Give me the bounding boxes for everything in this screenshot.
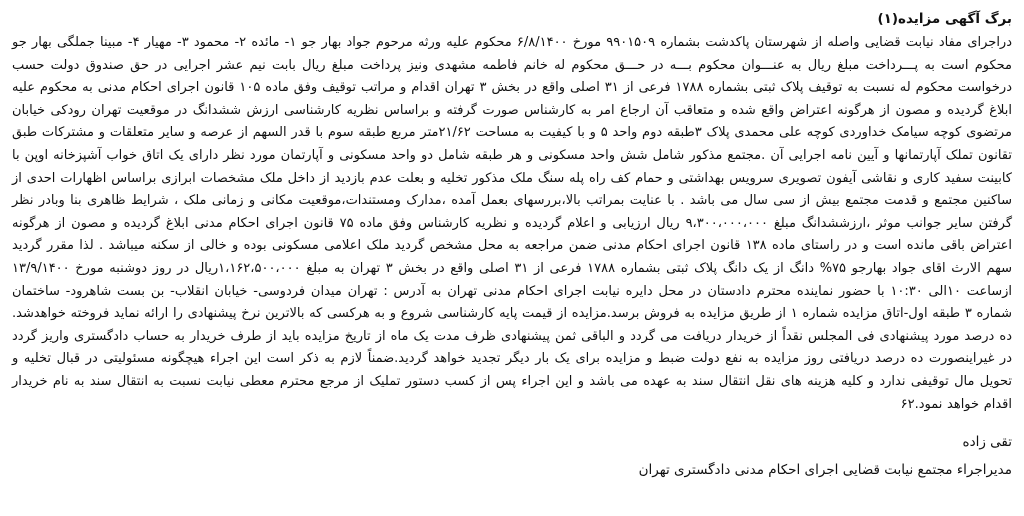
- signatory-name: تقی زاده: [962, 434, 1012, 451]
- document-title: برگ آگهی مزایده(۱): [877, 11, 1012, 27]
- notice-body-text: دراجرای مفاد نیابت قضایی واصله از شهرستان پاکدشت بشماره ۹۹۰۱۵۰۹ مورخ ۶/۸/۱۴۰۰ محکوم علیه ورثه مرحوم جواد بهار جو ۱- مائده ۲- محمود ۳- مهیار ۴- مبینا جملگی بهار جو محکوم است به پـــرداخت مبلغ ریال به عنـــوان محکوم بـــه در حـــق محکوم له خانم فاطمه مشهدی ونیز پرداخت مبلغ ریال بابت نیم عشر اجرایی در حق صندوق دولت حسب درخواست محکوم له نسبت به توقیف پلاک ثبتی بشماره ۱۷۸۸ فرعی از ۳۱ اصلی واقع در بخش ۳ تهران اقدام و مراتب توقیف وفق ماده ۱۰۵ قانون اجرای احکام مدنی به محکوم علیه ابلاغ گردیده و مصون از هرگونه اعتراض واقع شده و متعاقب آن ارجاع امر به کارشناس صورت گرفته و براساس نظریه کارشناسی ارزش ششدانگ در موقعیت تهران رودکی خیابان مرتضوی کوچه سیامک خداوردی کوچه علی محمدی پلاک ۳طبقه دوم واحد ۵ و با کیفیت به مساحت ۲۱/۶۲متر مربع طبقه سوم با قدر السهم از عرصه و سایر متعلقات و مشترکات طبق تقانون تملک آپارتمانها و آیین نامه اجرایی آن .مجتمع مذکور شامل شش واحد مسکونی و هر طبقه شامل دو واحد مسکونی و آپارتمان مورد نظر دارای یک اتاق خواب آشپزخانه اوپن با کابینت سفید کاری و نقاشی آیفون تصویری سرویس بهداشتی و حمام کف راه پله سنگ ملک مذکور تخلیه و بعلت عدم بازدید از داخل ملک مشخصات ابرازی براساس اظهارات احدی از ساکنین مجتمع و قدمت مجتمع بیش از سی سال می باشد . با عنایت بمراتب بالا،بررسهای بعمل آمده ،مدارک ومستندات،موقعیت مکانی و زمانی ملک ، شرایط ظاهری بنا وبادر نظر گرفتن سایر جوانب موثر ،ارزششدانگ مبلغ ۹،۳۰۰،۰۰۰،۰۰۰ ریال ارزیابی و اعلام گردیده و نظریه کارشناس وفق ماده ۷۵ قانون اجرای احکام مدنی ابلاغ گردیده و مصون از هرگونه اعتراض باقی مانده است و در راستای ماده ۱۳۸ قانون اجرای احکام مدنی ضمن مراجعه به محل مشخص گردید ملک اعلامی مسکونی بوده و خالی از سکنه میباشد . لذا مقرر گردید سهم الارث اقای جواد بهارجو ۷۵% دانگ از یک دانگ پلاک ثبتی بشماره ۱۷۸۸ فرعی از ۳۱ اصلی واقع در بخش ۳ تهران به مبلغ ۱،۱۶۲،۵۰۰،۰۰۰ریال در روز دوشنبه مورخ ۱۳/۹/۱۴۰۰ ازساعت ۱۰الی ۱۰:۳۰ با حضور نماینده محترم دادستان در محل دایره نیابت اجرای احکام مدنی تهران به آدرس : تهران میدان فردوسی- خیابان انقلاب- بن بست شاهرود- ساختمان شماره ۳ طبقه اول-اتاق مزایده شماره ۱ از طریق مزایده به فروش برسد.مزایده از قیمت پایه کارشناسی شروع و به هرکسی که بالاترین نرخ پیشنهادی را ارائه نماید فروخته خواهدشد. ده درصد مورد پیشنهادی فی المجلس نقداً از خریدار دریافت می گردد و الباقی ثمن پیشنهادی ظرف مدت یک ماه از تاریخ مزایده باید از طرف خریدار به حساب دادگستری واریز گردد در غیراینصورت ده درصد دریافتی روز مزایده به نفع دولت ضبط و مزایده برای یک بار دیگر تجدید خواهد گردید.ضمناً لازم به ذکر است این اجراء هیچگونه مسئولیتی در قبال تخلیه و تحویل مال توقیفی ندارد و کلیه هزینه های نقل انتقال سند به عهده می باشد و این اجراء پس از کسب دستور تملیک از مرجع محترم معطی نیابت نسبت به انتقال سند به نام خریدار اقدام خواهد نمود.۶۲: [12, 35, 1013, 412]
- signatory-title: مدیراجراء مجتمع نیابت قضایی اجرای احکام مدنی دادگستری تهران: [638, 462, 1012, 479]
